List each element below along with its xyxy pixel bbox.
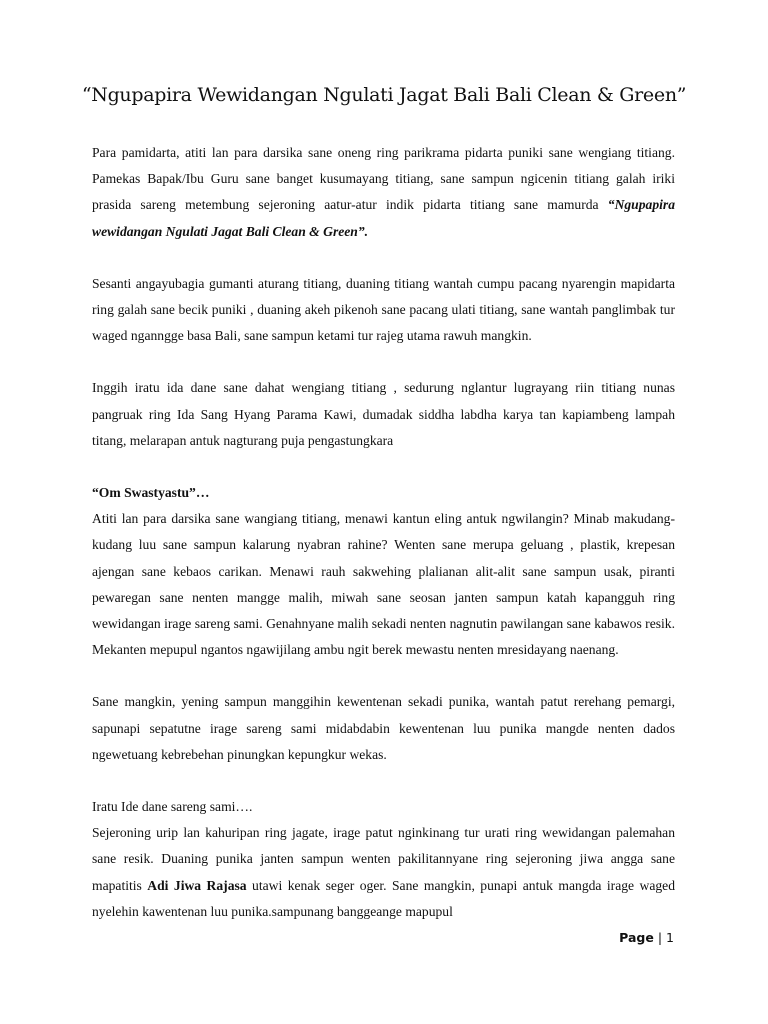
document-body: [92, 140, 675, 951]
paragraph-solution: Sane mangkin, yening sampun manggihin kewentenan sekadi punika, wantah patut rerehang pemargi, sapunapi sepatutne irage sareng sami midabdabin kewentenan luu punika mangde nenten dados ngewetuang kebrebehan pinungkan kepungkur wekas.: [92, 694, 675, 762]
paragraph-opening: [92, 140, 675, 245]
paragraph-gratitude: Sesanti angayubagia gumanti aturang titiang, duaning titiang wantah cumpu pacang nyarengin mapidarta ring galah sane becik puniki , duaning akeh pikenoh sane pacang ulati titiang, sane wantah panglimbak tur waged nganngge basa Bali, sane sampun ketami tur rajeg utama rawuh mangkin.: [92, 275, 675, 344]
paragraph-opening-text: Para pamidarta, atiti lan para darsika sane oneng ring parikrama pidarta puniki sane wengiang titiang. Pamekas Bapak/Ibu Guru sane banget kusumayang titiang, sane sampun ngicenin titiang galah iriki prasida sareng metembung sejeroning aatur-atur indik pidarta titiang sane mamurda: [92, 145, 675, 213]
page-number: 1: [666, 930, 674, 945]
paragraph-health: [92, 820, 675, 925]
document-title: “Ngupapira Wewidangan Ngulati Jagat Bali Bali Clean & Green”: [81, 84, 687, 106]
speech-title-emphasis: “Ngupapira wewidangan Ngulati Jagat Bali Clean & Green”.: [92, 197, 675, 239]
greeting-heading: “Om Swastyastu”…: [92, 485, 210, 501]
paragraph-address: Iratu Ide dane sareng sami….: [92, 799, 253, 815]
paragraph-prayer: Inggih iratu ida dane sane dahat wengiang titiang , sedurung nglantur lugrayang riin titiang nunas pangruak ring Ida Sang Hyang Parama Kawi, dumadak siddha labdha karya tan kapiambeng lampah titang, melarapan antuk nagturang puja pengastungkara: [92, 380, 675, 448]
paragraph-health-text-after: utawi kenak seger oger. Sane mangkin, punapi antuk mangda irage waged nyelehin kawentenan luu punika.sampunang banggeange mapupul: [92, 877, 675, 919]
page-label: Page: [619, 930, 654, 945]
adi-jiwa-rajasa-term: Adi Jiwa Rajasa: [147, 877, 247, 893]
paragraph-health-text-before: Sejeroning urip lan kahuripan ring jagate, irage patut nginkinang tur urati ring wewidangan palemahan sane resik. Duaning punika janten sampun wenten pakilitannyane ring sejeroning jiwa angga sane mapatitis: [92, 825, 675, 893]
paragraph-waste: Atiti lan para darsika sane wangiang titiang, menawi kantun eling antuk ngwilangin? Minab makudang-kudang luu sane sampun kalarung nyabran rahine? Wenten sane merupa geluang , plastik, krepesan ajengan sane kebaos carikan. Menawi rauh sakwehing plalianan alit-alit sane sampun usak, piranti pewaregan sane nenten mangge malih, miwah sane seosan janten sampun katah kapangguh ring wewidangan irage sareng sami. Genahnyane malih sekadi nenten nagnutin pawilangan sane kabawos resik. Mekanten mepupul ngantos ngawijilang ambu ngit berek mewastu nenten mresidayang naenang.: [92, 511, 675, 658]
page-footer: [619, 930, 674, 945]
page-separator: |: [657, 930, 663, 945]
